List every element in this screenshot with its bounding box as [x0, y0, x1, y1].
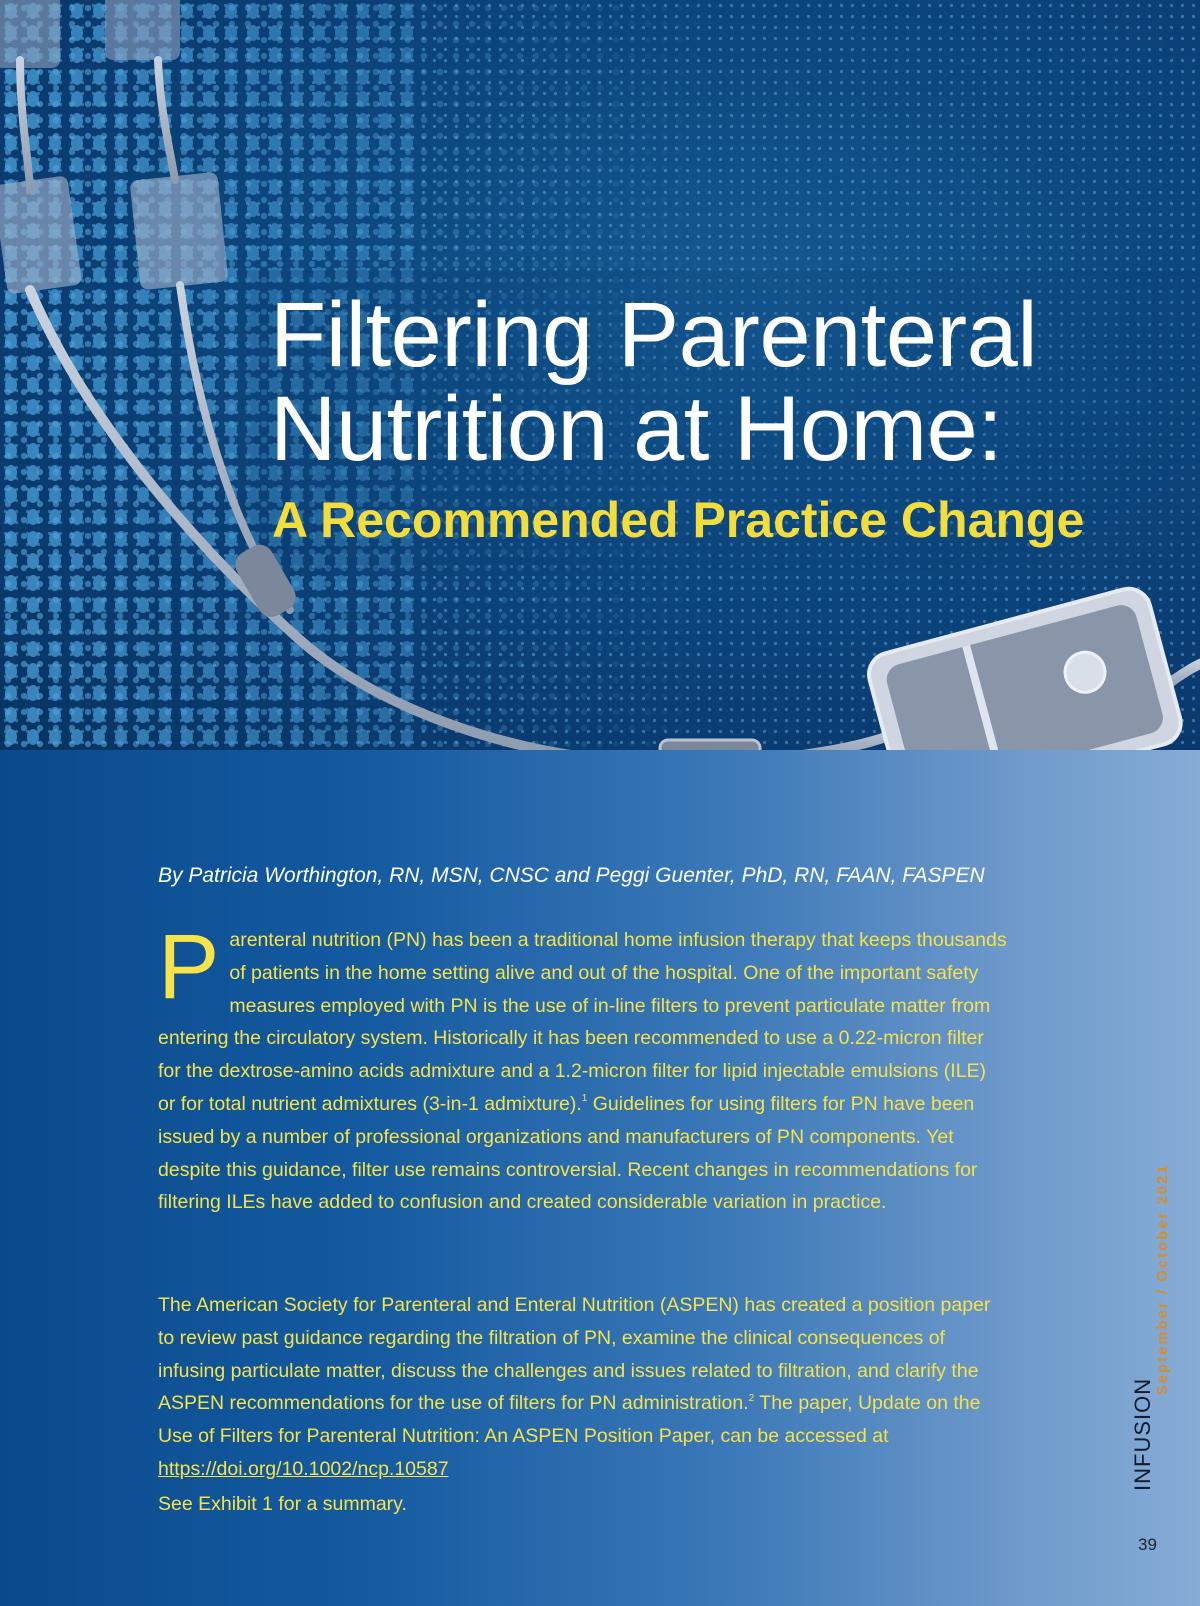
page-number: 39	[1138, 1535, 1157, 1554]
paragraph-intro	[158, 916, 1008, 1219]
title-line-2: Nutrition at Home:	[270, 378, 1003, 480]
article-subtitle: A Recommended Practice Change	[272, 492, 1085, 548]
paragraph-text: Guidelines for using filters for PN have been issued by a number of professional organizations and manufacturers of PN components. Yet despite this guidance, filter use remains controversial. Recent changes in recommendations for filtering ILEs have added to confusion and created considerable variation in practice.	[158, 1092, 978, 1214]
doi-link[interactable]: https://doi.org/10.1002/ncp.10587	[158, 1457, 449, 1480]
paragraph-text: The American Society for Parenteral and Enteral Nutrition (ASPEN) has created a position paper to review past guidance regarding the filtration of PN, examine the clinical consequences of infusing particulate matter, discuss the challenges and issues related to filtration, and clarify the ASPEN recommendations for the use of filters for PN administration.	[158, 1294, 991, 1415]
hero-banner	[0, 0, 1200, 750]
magazine-logo: INFUSION	[1130, 1377, 1155, 1491]
clamp-icon	[660, 740, 760, 750]
byline: By Patricia Worthington, RN, MSN, CNSC and Peggi Guenter, PhD, RN, FAAN, FASPEN	[158, 864, 985, 887]
exhibit-reference: See Exhibit 1 for a summary.	[158, 1492, 407, 1515]
reference-marker: 2	[748, 1392, 755, 1404]
issue-date: September / October 2021	[1155, 1163, 1171, 1395]
drop-cap: P	[158, 916, 220, 1018]
paragraph-aspen	[158, 1289, 1008, 1521]
paragraph-text: The paper, Update on the Use of Filters for Parenteral Nutrition: An ASPEN Position Paper, can be accessed at	[158, 1392, 981, 1448]
article-title	[270, 284, 1170, 480]
title-line-1: Filtering Parenteral	[270, 284, 1038, 386]
paragraph-text: arenteral nutrition (PN) has been a traditional home infusion therapy that keeps thousands of patients in the home setting alive and out of the hospital. One of the important safety measures employed with PN is the use of in-line filters to prevent particulate matter from entering the circulatory system. Historically it has been recommended to use a 0.22-micron filter for the dextrose-amino acids admixture and a 1.2-micron filter for lipid injectable emulsions (ILE) or for total nutrient admixtures (3-in-1 admixture).	[158, 929, 1007, 1115]
reference-marker: 1	[581, 1093, 588, 1105]
